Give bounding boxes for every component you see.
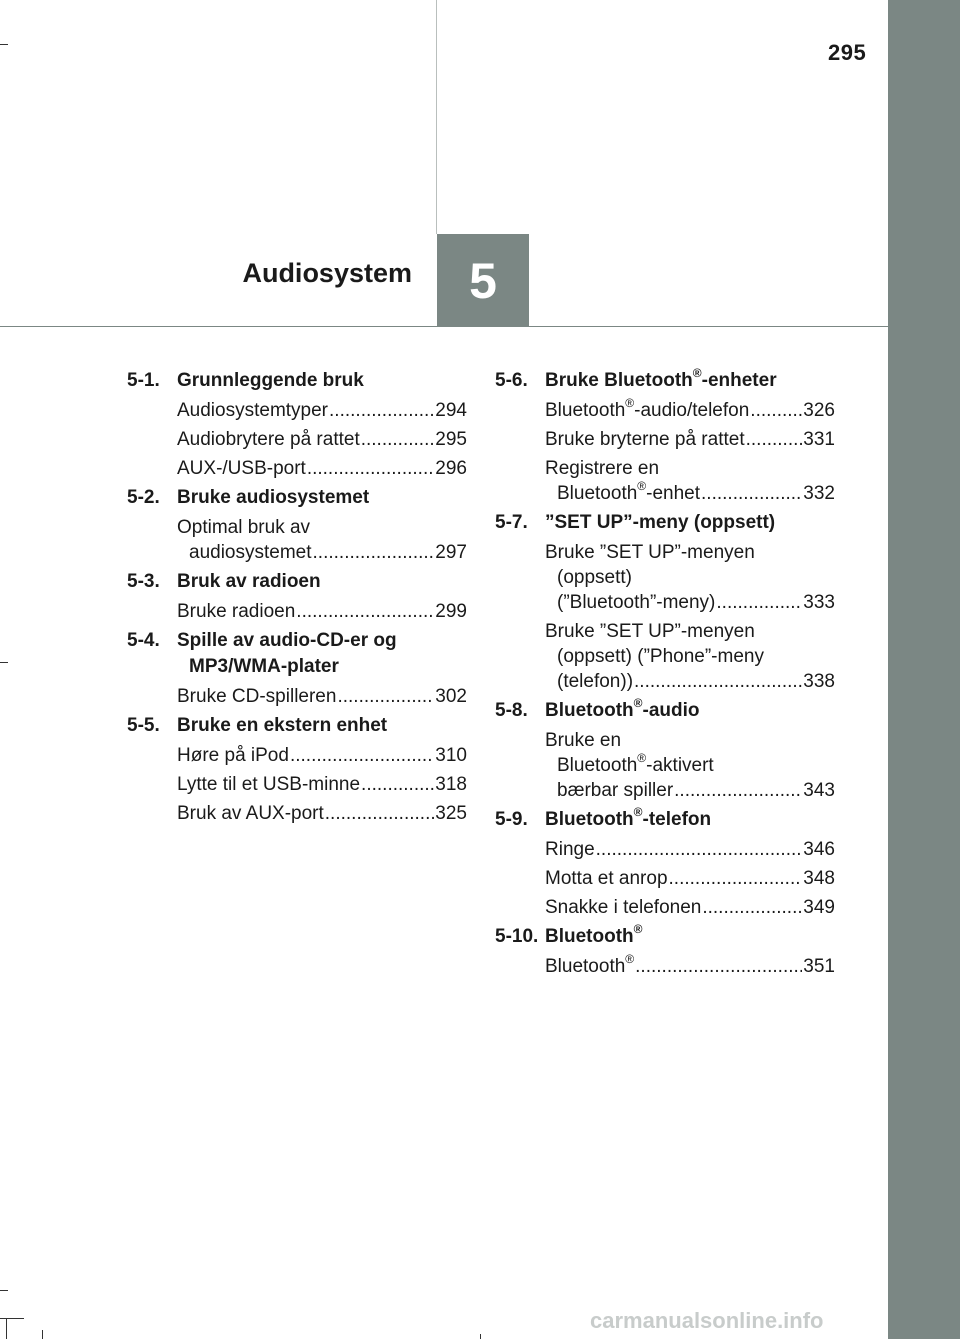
toc-section-5-5[interactable] [127, 713, 467, 739]
leader-dots [307, 456, 434, 481]
section-title-suffix: -enheter [701, 370, 777, 391]
section-number: 5-7. [495, 512, 528, 533]
leader-dots [716, 590, 802, 615]
leader-dots [290, 743, 434, 768]
leader-dots [361, 427, 435, 452]
toc-entry[interactable] [127, 398, 467, 423]
registered-mark: ® [633, 804, 643, 819]
entry-title: Bruke bryterne på rattet [545, 429, 745, 450]
entry-title: Ringe [545, 839, 595, 860]
section-title: Spille av audio-CD-er og [177, 630, 397, 651]
leader-dots [313, 540, 435, 565]
entry-title-line: (oppsett) [557, 567, 632, 588]
entry-title-suffix: -enhet [646, 483, 701, 504]
chapter-side-tab [888, 0, 960, 1339]
watermark: carmanualsonline.info [590, 1308, 824, 1333]
crop-mark [0, 662, 8, 663]
entry-page: 351 [803, 956, 835, 977]
entry-page: 333 [803, 592, 835, 613]
toc-entry[interactable] [495, 427, 835, 452]
entry-page: 331 [803, 429, 835, 450]
toc-left-column [127, 368, 467, 826]
entry-page: 348 [803, 868, 835, 889]
entry-title: Audiosystemtyper [177, 400, 329, 421]
section-number: 5-6. [495, 370, 528, 391]
registered-mark: ® [633, 695, 643, 710]
toc-entry[interactable] [127, 801, 467, 826]
toc-section-5-8[interactable] [495, 695, 835, 724]
registered-mark: ® [637, 750, 647, 765]
section-title: Bluetooth [545, 926, 634, 947]
toc-entry[interactable] [127, 427, 467, 452]
leader-dots [635, 954, 802, 979]
section-number: 5-3. [127, 571, 160, 592]
crop-mark [42, 1330, 43, 1339]
toc-entry[interactable] [127, 456, 467, 481]
entry-page: 325 [435, 803, 467, 824]
toc-entry[interactable] [127, 684, 467, 709]
toc-entry[interactable] [127, 599, 467, 624]
toc-entry[interactable] [495, 728, 835, 803]
entry-page: 338 [803, 671, 835, 692]
section-number: 5-1. [127, 370, 160, 391]
registered-mark: ® [637, 478, 647, 493]
entry-page: 326 [803, 400, 835, 421]
entry-page: 294 [435, 400, 467, 421]
leader-dots [750, 398, 802, 423]
entry-page: 318 [435, 774, 467, 795]
entry-title-line: (oppsett) (”Phone”-meny [557, 646, 764, 667]
entry-title: Høre på iPod [177, 745, 289, 766]
leader-dots [325, 801, 435, 826]
section-number: 5-4. [127, 630, 160, 651]
section-number: 5-8. [495, 700, 528, 721]
entry-title-suffix: -audio/telefon [634, 400, 750, 421]
entry-title: Bruke radioen [177, 601, 296, 622]
leader-dots [329, 398, 434, 423]
entry-title-line: Bruke ”SET UP”-menyen [545, 621, 755, 642]
entry-title-suffix: -aktivert [646, 755, 714, 776]
leader-dots [674, 778, 802, 803]
entry-title-line: Registrere en [545, 458, 660, 479]
entry-title: Lytte til et USB-minne [177, 774, 361, 795]
entry-title: AUX-/USB-port [177, 458, 306, 479]
crop-mark [0, 1318, 24, 1319]
entry-title: Bluetooth [545, 400, 626, 421]
section-title: Bluetooth [545, 809, 634, 830]
section-number: 5-5. [127, 715, 160, 736]
section-number: 5-2. [127, 487, 160, 508]
toc-entry[interactable] [495, 540, 835, 615]
entry-title: Bruk av AUX-port [177, 803, 324, 824]
toc-right-column [495, 365, 835, 979]
registered-mark: ® [633, 921, 643, 936]
entry-page: 299 [435, 601, 467, 622]
chapter-number-box [437, 234, 529, 327]
toc-entry[interactable] [495, 951, 835, 979]
entry-title: Bluetooth [545, 956, 626, 977]
crop-mark [0, 1290, 8, 1291]
toc-entry[interactable] [495, 395, 835, 423]
toc-section-5-6[interactable] [495, 365, 835, 394]
entry-title: (”Bluetooth”-meny) [557, 592, 716, 613]
crop-mark [480, 1334, 481, 1339]
toc-section-5-10[interactable] [495, 921, 835, 950]
entry-title: Bruke CD-spilleren [177, 686, 337, 707]
toc-section-5-1[interactable] [127, 368, 467, 394]
entry-title: audiosystemet [189, 542, 312, 563]
section-title: ”SET UP”-meny (oppsett) [545, 512, 776, 533]
entry-title: bærbar spiller [557, 780, 674, 801]
toc-entry[interactable] [127, 743, 467, 768]
entry-title: Bluetooth [557, 483, 638, 504]
entry-page: 295 [435, 429, 467, 450]
section-number: 5-9. [495, 809, 528, 830]
section-title: Grunnleggende bruk [177, 370, 364, 391]
toc-section-5-9[interactable] [495, 804, 835, 833]
toc-section-5-3[interactable] [127, 569, 467, 595]
crop-mark [6, 1318, 7, 1339]
registered-mark: ® [692, 365, 702, 380]
crop-mark [0, 44, 8, 45]
toc-entry[interactable] [127, 772, 467, 797]
entry-page: 310 [435, 745, 467, 766]
toc-entry[interactable] [127, 515, 467, 565]
entry-page: 332 [803, 483, 835, 504]
entry-title-line: Optimal bruk av [177, 517, 311, 538]
toc-entry[interactable] [495, 619, 835, 694]
leader-dots [296, 599, 434, 624]
registered-mark: ® [625, 395, 635, 410]
toc-section-5-7[interactable] [495, 510, 835, 536]
chapter-title: Audiosystem [242, 258, 412, 288]
entry-title-line: Bruke en [545, 730, 622, 751]
section-title-suffix: -audio [642, 700, 700, 721]
leader-dots [634, 669, 802, 694]
entry-title: Snakke i telefonen [545, 897, 702, 918]
registered-mark: ® [625, 951, 635, 966]
entry-page: 297 [435, 542, 467, 563]
toc-entry[interactable] [495, 456, 835, 506]
section-title: Bruke audiosystemet [177, 487, 370, 508]
entry-title: Motta et anrop [545, 868, 668, 889]
section-title: Bluetooth [545, 700, 634, 721]
entry-page: 349 [803, 897, 835, 918]
entry-page: 343 [803, 780, 835, 801]
section-title: Bruk av radioen [177, 571, 321, 592]
section-number: 5-10. [495, 926, 539, 947]
entry-title: Audiobrytere på rattet [177, 429, 360, 450]
toc-section-5-4[interactable] [127, 628, 467, 680]
leader-dots [669, 866, 803, 891]
leader-dots [337, 684, 434, 709]
chapter-number: 5 [469, 252, 497, 309]
toc-entry[interactable] [495, 837, 835, 862]
leader-dots [701, 481, 802, 506]
entry-title-line: Bluetooth [557, 755, 638, 776]
header-divider-vertical [436, 0, 437, 234]
section-title: Bruke en ekstern enhet [177, 715, 388, 736]
entry-page: 296 [435, 458, 467, 479]
leader-dots [361, 772, 434, 797]
leader-dots [746, 427, 803, 452]
leader-dots [702, 895, 802, 920]
section-title: Bruke Bluetooth [545, 370, 693, 391]
entry-page: 302 [435, 686, 467, 707]
toc-entry[interactable] [495, 895, 835, 920]
entry-page: 346 [803, 839, 835, 860]
section-title-continued: MP3/WMA-plater [189, 656, 339, 677]
entry-title-line: Bruke ”SET UP”-menyen [545, 542, 755, 563]
toc-section-5-2[interactable] [127, 485, 467, 511]
leader-dots [596, 837, 803, 862]
page-number: 295 [828, 40, 867, 65]
entry-title: (telefon)) [557, 671, 634, 692]
toc-entry[interactable] [495, 866, 835, 891]
section-title-suffix: -telefon [642, 809, 712, 830]
